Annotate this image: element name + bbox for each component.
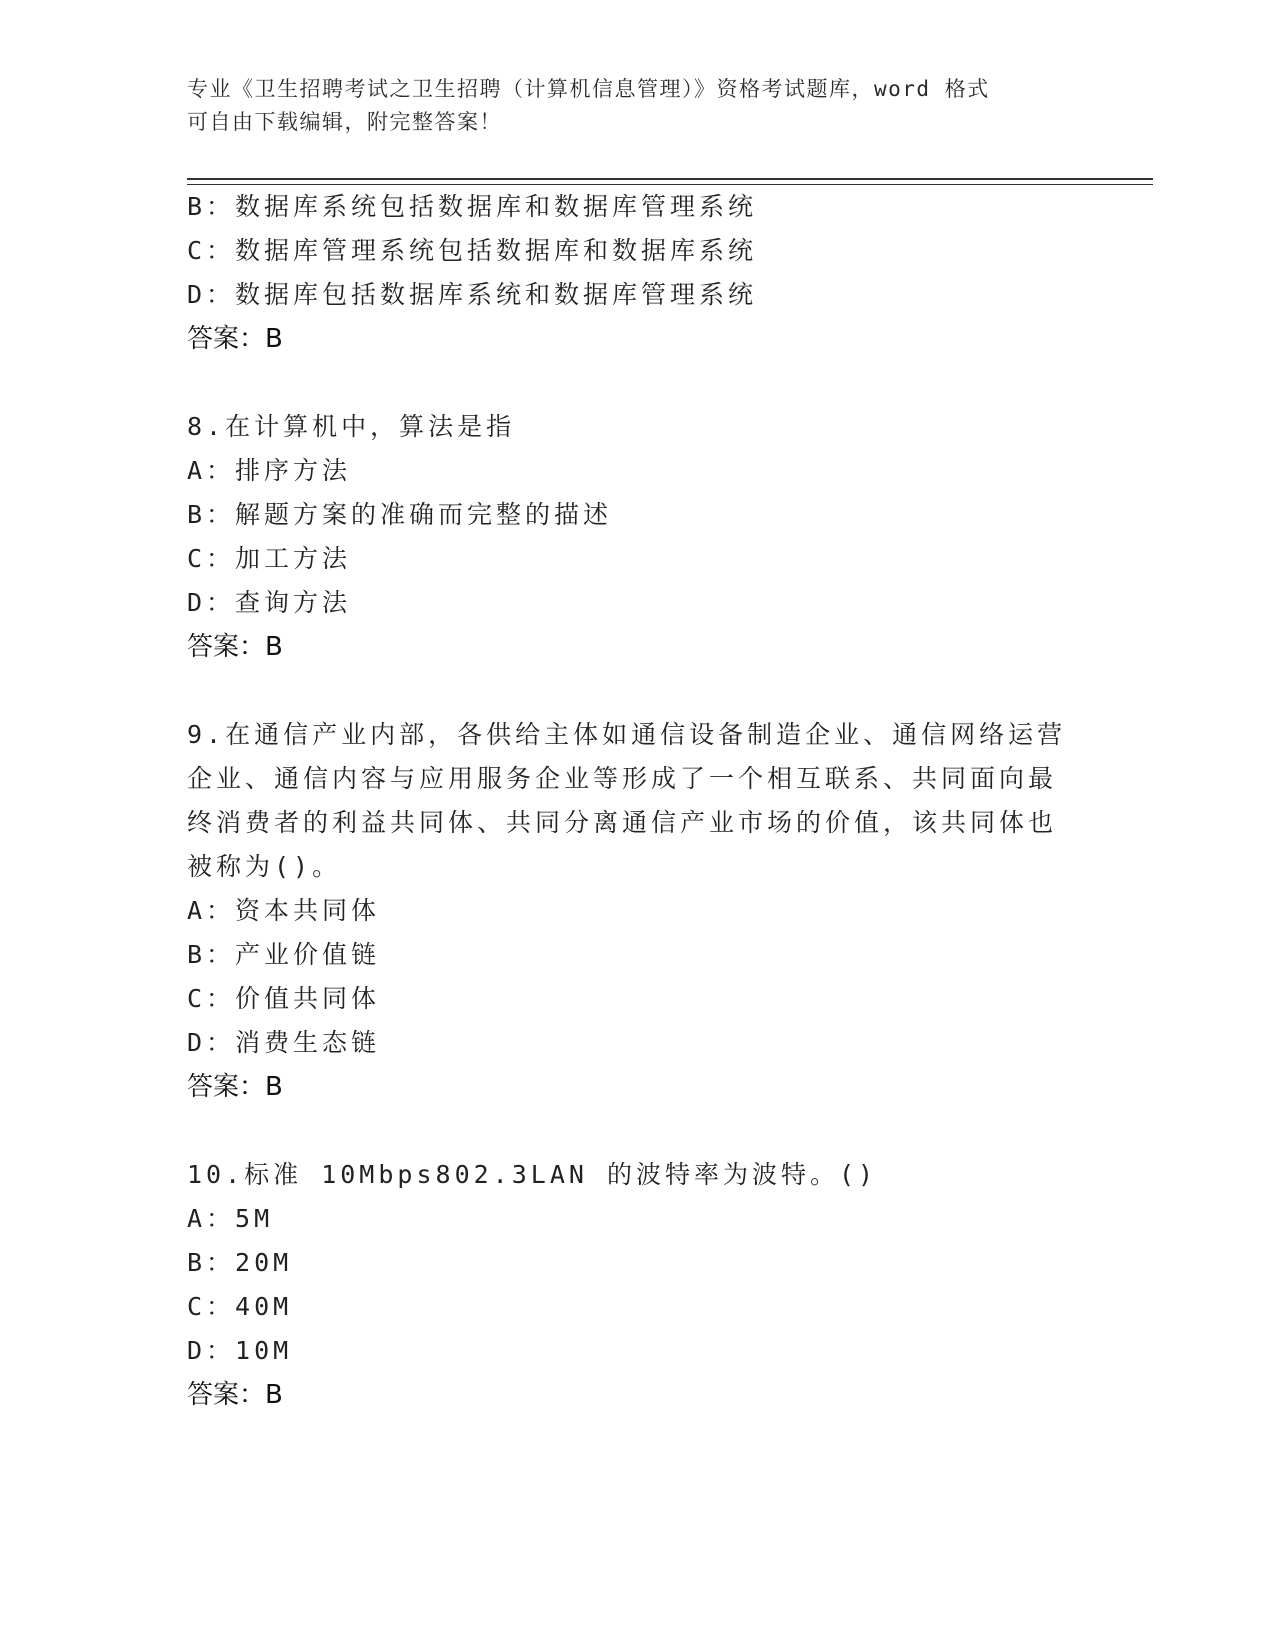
header-divider-thick: [187, 178, 1153, 180]
q10-question: 10.标准 10Mbps802.3LAN 的波特率为波特。(): [187, 1160, 878, 1189]
q7-option-d: D：数据库包括数据库系统和数据库管理系统: [187, 280, 758, 309]
q10-option-c: C：40M: [187, 1292, 293, 1321]
q7-answer: 答案：B: [187, 324, 283, 354]
q8-option-d: D：查询方法: [187, 588, 352, 617]
q9-question-line-1: 9.在通信产业内部，各供给主体如通信设备制造企业、通信网络运营: [187, 720, 1067, 749]
document-header: [187, 73, 1087, 139]
q7-option-c: C：数据库管理系统包括数据库和数据库系统: [187, 236, 758, 265]
q10-option-a: A：5M: [187, 1204, 274, 1233]
q9-question-line-3: 终消费者的利益共同体、共同分离通信产业市场的价值，该共同体也: [187, 808, 1058, 837]
q10-answer: 答案：B: [187, 1380, 283, 1410]
q8-option-a: A：排序方法: [187, 456, 352, 485]
header-divider-thin: [187, 184, 1153, 185]
q8-option-c: C：加工方法: [187, 544, 352, 573]
q10-option-d: D：10M: [187, 1336, 293, 1365]
q9-question-line-2: 企业、通信内容与应用服务企业等形成了一个相互联系、共同面向最: [187, 764, 1058, 793]
q10-option-b: B：20M: [187, 1248, 293, 1277]
q7-option-b: B：数据库系统包括数据库和数据库管理系统: [187, 192, 758, 221]
q9-option-d: D：消费生态链: [187, 1028, 381, 1057]
q8-answer: 答案：B: [187, 632, 283, 662]
header-line-2: 可自由下载编辑，附完整答案！: [187, 110, 502, 134]
q9-answer: 答案：B: [187, 1072, 283, 1102]
q8-question: 8.在计算机中，算法是指: [187, 412, 516, 441]
header-line-1: 专业《卫生招聘考试之卫生招聘（计算机信息管理）》资格考试题库，word 格式: [187, 77, 990, 101]
q9-option-a: A：资本共同体: [187, 896, 381, 925]
q9-question-line-4: 被称为()。: [187, 852, 342, 881]
q9-option-b: B：产业价值链: [187, 940, 381, 969]
q9-option-c: C：价值共同体: [187, 984, 381, 1013]
q8-option-b: B：解题方案的准确而完整的描述: [187, 500, 613, 529]
